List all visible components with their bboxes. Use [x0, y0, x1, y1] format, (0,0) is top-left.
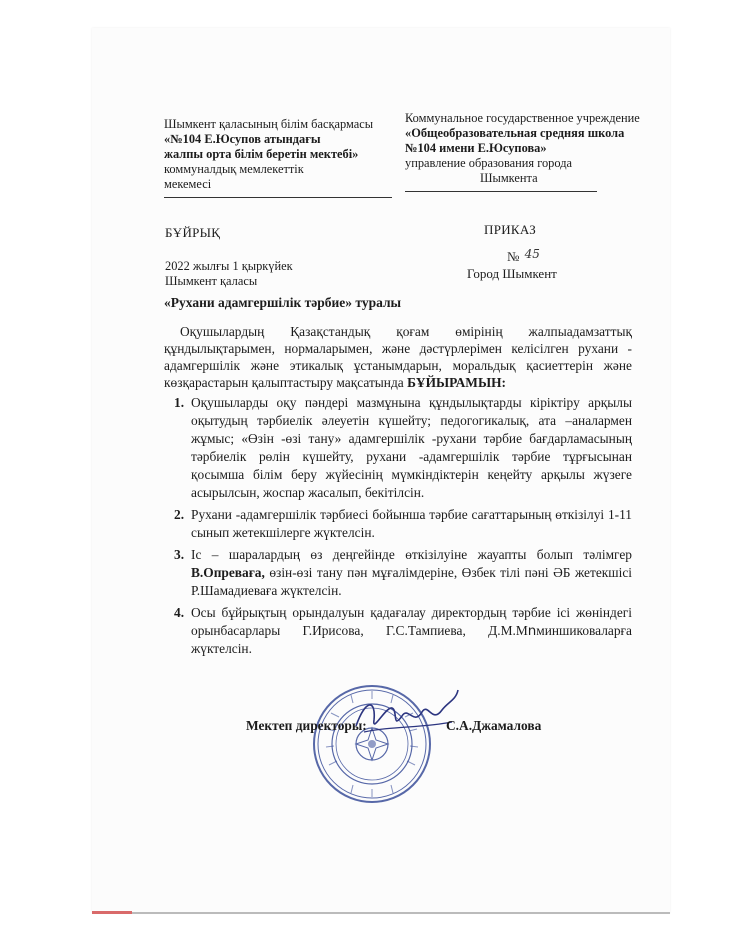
- header-right-line: №104 имени Е.Юсупова»: [405, 141, 547, 155]
- order-city-kz: Шымкент қаласы: [165, 274, 258, 288]
- order-label-kz: БҰЙРЫҚ: [165, 225, 221, 240]
- header-left-line: жалпы орта білім беретін мектебі»: [164, 147, 359, 161]
- order-item: [174, 604, 632, 658]
- document-title: «Рухани адамгершілік тәрбие» туралы: [164, 295, 402, 310]
- number-handwritten: 45: [524, 247, 540, 261]
- intro-command: БҰЙЫРАМЫН:: [407, 375, 506, 390]
- order-items: [174, 394, 632, 658]
- item-text: Іс – шаралардың өз деңгейінде өткізілуіне жауапты болып тәлімгер: [191, 547, 632, 562]
- order-label-ru: ПРИКАЗ: [484, 222, 537, 237]
- header-left-line: мекемесі: [164, 177, 212, 191]
- header-left-line: «№104 Е.Юсупов атындағы: [164, 132, 321, 146]
- item-text: Осы бұйрықтың орындалуын қадағалау директордың тәрбие ісі жөніндегі орынбасарлары Г.Ирисова, Г.С.Тампиева, Д.М.Мոминшиковаларға жүктелсін.: [191, 605, 632, 656]
- item-text: Оқушыларды оқу пәндері мазмұнына құндылықтарды кіріктіру арқылы оқытудың тәрбиелік әлеуетін күшейту; педогогикалық, ата –аналармен жұмыс; «Өзін -өзі тану» адамгершілік -рухани тәрбие бағдарламасының тәрбиелік рөлін күшейту, рухани -адамгершілік тәрбие тұрғысынан қосымша білім беру жүйесінің мүмкіндіктерін кеңейту арқылы жүзеге асырылсын, жоспар жасалып, бекітілсін.: [191, 395, 632, 500]
- item-number: 3.: [174, 547, 185, 562]
- header-right-line: Шымкента: [480, 171, 538, 185]
- header-right-line: Коммунальное государственное учреждение: [405, 111, 640, 125]
- intro-text: Оқушылардың Қазақстандық қоғам өмірінің жалпыадамзаттық құндылықтарымен, нормаларымен, және дәстүрлерімен келісілген рухани - адамгершілік және этикалық ұстанымдарын, моральдық қасиеттерін және көзқарастарын қалыптастыру мақсатында: [164, 324, 632, 390]
- item-text: өзін-өзі тану пән мұғалімдеріне, Өзбек тілі пәні ӘБ жетекшісі Р.Шамадиеваға жүктелсін.: [191, 565, 632, 598]
- page-bottom-edge: [92, 912, 670, 914]
- page-corner-mark: [92, 911, 132, 914]
- order-date: 2022 жылғы 1 қыркүйек: [165, 259, 293, 273]
- document-body: [164, 323, 632, 662]
- header-left: [164, 117, 394, 192]
- item-number: 2.: [174, 507, 185, 522]
- header-left-rule: [164, 197, 392, 198]
- sign-label: Мектеп директоры:: [246, 718, 367, 733]
- sign-name: С.А.Джамалова: [446, 718, 542, 733]
- order-item: [174, 506, 632, 542]
- header-left-line: коммуналдық мемлекеттік: [164, 162, 304, 176]
- order-item: [174, 546, 632, 600]
- signature-graphic: [352, 686, 462, 746]
- header-right-rule: [405, 191, 597, 192]
- order-number: [507, 249, 540, 265]
- item-number: 1.: [174, 395, 185, 410]
- header-left-line: Шымкент қаласының білім басқармасы: [164, 117, 374, 131]
- header-right: [405, 111, 645, 186]
- number-prefix: №: [507, 249, 520, 264]
- intro-paragraph: [164, 323, 632, 391]
- order-city-ru: Город Шымкент: [467, 266, 557, 281]
- item-text: Рухани -адамгершілік тәрбиесі бойынша тәрбие сағаттарының өткізілуі 1-11 сынып жетекшілерге жүктелсін.: [191, 507, 632, 540]
- signature-line: [246, 718, 542, 734]
- order-item: [174, 394, 632, 502]
- item-number: 4.: [174, 605, 185, 620]
- header-right-line: «Общеобразовательная средняя школа: [405, 126, 625, 140]
- item-bold-name: В.Опреваға,: [191, 565, 265, 580]
- header-right-line: управление образования города: [405, 156, 573, 170]
